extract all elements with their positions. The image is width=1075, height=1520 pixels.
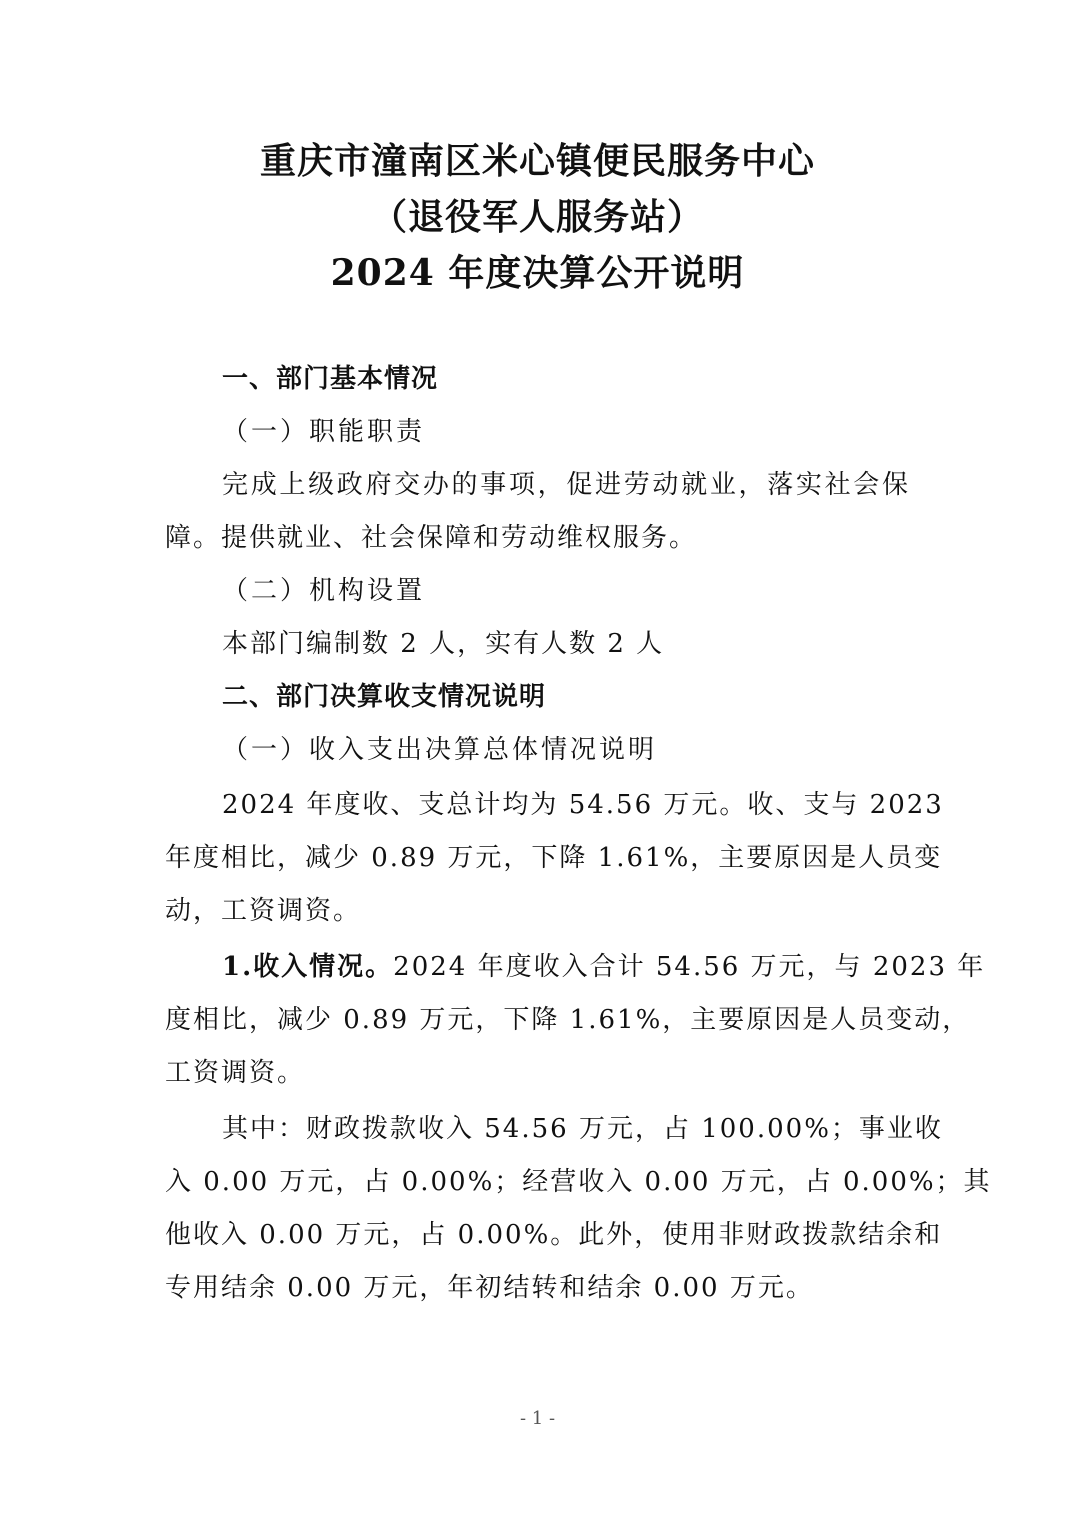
title-line-1: 重庆市潼南区米心镇便民服务中心 <box>259 140 815 182</box>
income-label: 1.收入情况。 <box>222 952 394 982</box>
breakdown-text-line-3: 他收入 0.00 万元，占 0.00%。此外，使用非财政拨款结余和 <box>165 1220 943 1250</box>
document-title <box>0 133 1075 301</box>
overall-text-line-1: 2024 年度收、支总计均为 54.56 万元。收、支与 2023 <box>222 790 944 820</box>
income-text-line-1 <box>222 950 986 984</box>
overall-text-line-3: 动，工资调资。 <box>165 896 362 926</box>
section-heading-basic-info: 一、部门基本情况 <box>222 364 439 394</box>
breakdown-text-line-1: 其中：财政拨款收入 54.56 万元，占 100.00%；事业收 <box>222 1114 943 1144</box>
income-text-line-3: 工资调资。 <box>165 1058 306 1088</box>
income-text-rest: 2024 年度收入合计 54.56 万元，与 2023 年 <box>393 952 986 982</box>
subheading-organization: （二）机构设置 <box>222 576 426 606</box>
title-line-2: （退役军人服务站） <box>370 196 704 238</box>
functions-text-line-2: 障。提供就业、社会保障和劳动维权服务。 <box>165 523 698 553</box>
functions-text-line-1: 完成上级政府交办的事项，促进劳动就业，落实社会保 <box>222 470 910 500</box>
subheading-overall: （一）收入支出决算总体情况说明 <box>222 735 658 765</box>
subheading-functions: （一）职能职责 <box>222 417 426 447</box>
income-text-line-2: 度相比，减少 0.89 万元，下降 1.61%，主要原因是人员变动， <box>165 1005 971 1035</box>
title-line-3: 2024 年度决算公开说明 <box>330 252 745 294</box>
organization-text: 本部门编制数 2 人，实有人数 2 人 <box>222 629 665 659</box>
breakdown-text-line-4: 专用结余 0.00 万元，年初结转和结余 0.00 万元。 <box>165 1273 814 1303</box>
breakdown-text-line-2: 入 0.00 万元，占 0.00%；经营收入 0.00 万元，占 0.00%；其 <box>165 1167 992 1197</box>
page-number: - 1 - <box>519 1408 556 1429</box>
section-heading-budget: 二、部门决算收支情况说明 <box>222 682 547 712</box>
overall-text-line-2: 年度相比，减少 0.89 万元，下降 1.61%，主要原因是人员变 <box>165 843 943 873</box>
